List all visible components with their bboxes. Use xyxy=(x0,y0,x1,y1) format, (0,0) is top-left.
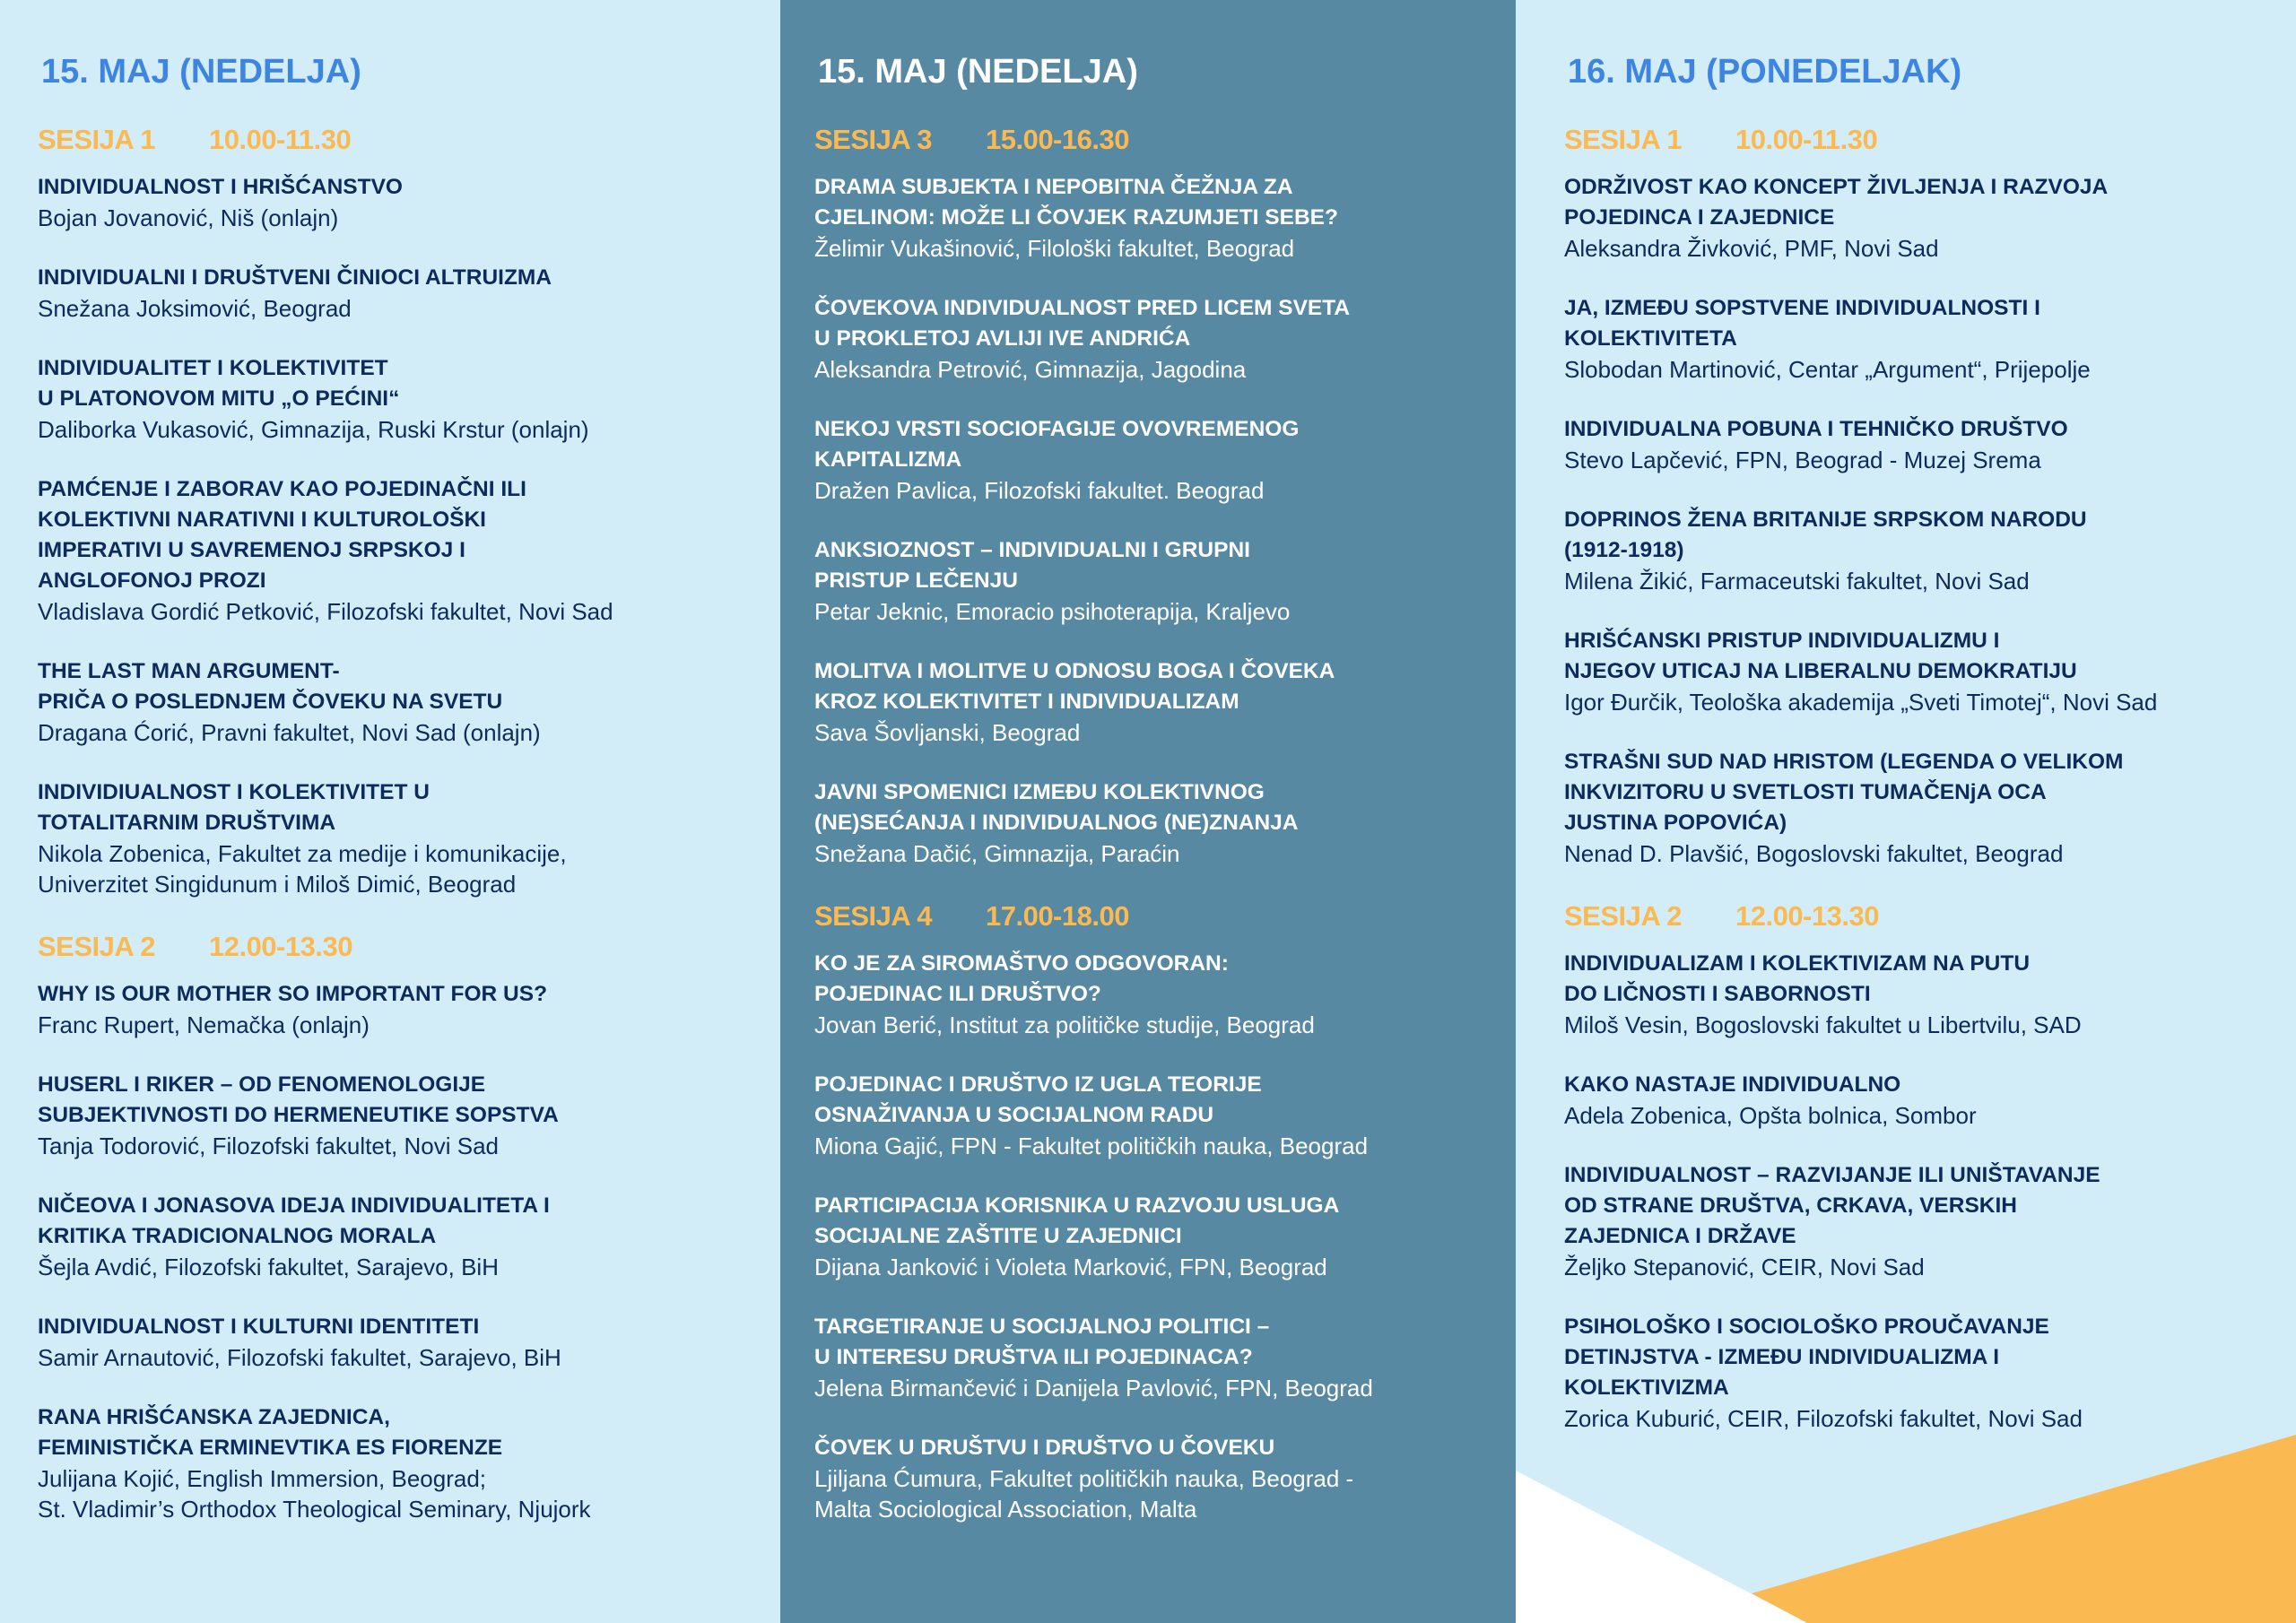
talk-item xyxy=(38,1402,780,1524)
talk-authors: Milena Žikić, Farmaceutski fakultet, Novi Sad xyxy=(1564,568,2030,595)
talk-authors: Univerzitet Singidunum i Miloš Dimić, Beograd xyxy=(38,871,517,898)
talk-item xyxy=(814,1312,1516,1403)
talk-authors: Miloš Vesin, Bogoslovski fakultet u Libertvilu, SAD xyxy=(1564,1011,2082,1038)
column-day1-morning xyxy=(0,0,780,1623)
talk-authors: Petar Jeknic, Emoracio psihoterapija, Kraljevo xyxy=(814,598,1291,625)
talk-title: TARGETIRANJE U SOCIJALNOJ POLITICI – xyxy=(814,1315,1270,1339)
talk-authors: Vladislava Gordić Petković, Filozofski fakultet, Novi Sad xyxy=(38,598,613,625)
talk-authors: Želimir Vukašinović, Filološki fakultet, Beograd xyxy=(814,235,1295,262)
talk-item xyxy=(1564,1070,2296,1131)
talk-title: NEKOJ VRSTI SOCIOFAGIJE OVOVREMENOG xyxy=(814,417,1300,441)
talk-title: KAKO NASTAJE INDIVIDUALNO xyxy=(1564,1072,1901,1097)
talk-title: DRAMA SUBJEKTA I NEPOBITNA ČEŽNJA ZA xyxy=(814,175,1293,199)
talk-item xyxy=(814,414,1516,506)
talk-item xyxy=(814,172,1516,264)
talk-title: PSIHOLOŠKO I SOCIOLOŠKO PROUČAVANJE xyxy=(1564,1315,2049,1339)
talk-title: KOLEKTIVIZMA xyxy=(1564,1376,1729,1400)
talk-item xyxy=(1564,626,2296,717)
session-label: SESIJA 1 xyxy=(1564,124,1682,155)
talk-title: JA, IZMEĐU SOPSTVENE INDIVIDUALNOSTI I xyxy=(1564,296,2040,320)
talk-title: KROZ KOLEKTIVITET I INDIVIDUALIZAM xyxy=(814,690,1239,714)
talk-authors: St. Vladimir’s Orthodox Theological Seminary, Njujork xyxy=(38,1496,591,1523)
session-header xyxy=(1564,122,2296,158)
talk-title: POJEDINAC I DRUŠTVO IZ UGLA TEORIJE xyxy=(814,1072,1262,1097)
talk-item xyxy=(38,1070,780,1161)
talk-authors: Željko Stepanović, CEIR, Novi Sad xyxy=(1564,1254,1925,1280)
talk-title: DOPRINOS ŽENA BRITANIJE SRPSKOM NARODU xyxy=(1564,508,2087,532)
talk-item xyxy=(1564,414,2296,475)
talk-title: NJEGOV UTICAJ NA LIBERALNU DEMOKRATIJU xyxy=(1564,659,2077,683)
column-day2 xyxy=(1516,0,2296,1623)
talk-title: PAMĆENJE I ZABORAV KAO POJEDINAČNI ILI xyxy=(38,477,526,501)
talk-item xyxy=(814,1070,1516,1161)
talk-title: TOTALITARNIM DRUŠTVIMA xyxy=(38,811,336,835)
talk-title: SUBJEKTIVNOSTI DO HERMENEUTIKE SOPSTVA xyxy=(38,1103,559,1127)
talk-title: KRITIKA TRADICIONALNOG MORALA xyxy=(38,1224,437,1248)
talk-authors: Jovan Berić, Institut za političke studije, Beograd xyxy=(814,1011,1315,1038)
talk-authors: Tanja Todorović, Filozofski fakultet, Novi Sad xyxy=(38,1133,499,1159)
session-label: SESIJA 4 xyxy=(814,900,932,932)
talk-title: ANKSIOZNOST – INDIVIDUALNI I GRUPNI xyxy=(814,538,1250,562)
talk-title: POJEDINCA I ZAJEDNICE xyxy=(1564,205,1835,230)
talk-authors: Adela Zobenica, Opšta bolnica, Sombor xyxy=(1564,1102,1977,1129)
talk-title: WHY IS OUR MOTHER SO IMPORTANT FOR US? xyxy=(38,982,548,1006)
session-header xyxy=(814,898,1516,934)
talk-title: FEMINISTIČKA ERMINEVTIKA ES FIORENZE xyxy=(38,1436,503,1460)
talk-item xyxy=(814,535,1516,627)
session-time: 10.00-11.30 xyxy=(1735,124,1878,155)
talk-item xyxy=(1564,747,2296,869)
talk-title: NIČEOVA I JONASOVA IDEJA INDIVIDUALITETA I xyxy=(38,1193,550,1218)
talk-title: U PLATONOVOM MITU „O PEĆINI“ xyxy=(38,386,400,411)
talk-title: KAPITALIZMA xyxy=(814,447,962,472)
talk-title: ZAJEDNICA I DRŽAVE xyxy=(1564,1224,1796,1248)
talk-title: ČOVEKOVA INDIVIDUALNOST PRED LICEM SVETA xyxy=(814,296,1351,320)
session-time: 12.00-13.30 xyxy=(1735,900,1879,932)
talk-authors: Dijana Janković i Violeta Marković, FPN, Beograd xyxy=(814,1254,1327,1280)
talk-authors: Snežana Joksimović, Beograd xyxy=(38,295,352,322)
session-header xyxy=(1564,898,2296,934)
talk-title: INKVIZITORU U SVETLOSTI TUMAČENjA OCA xyxy=(1564,780,2047,804)
talk-title: PRIČA O POSLEDNJEM ČOVEKU NA SVETU xyxy=(38,690,503,714)
talk-title: INDIVIDUALNOST – RAZVIJANJE ILI UNIŠTAVANJE xyxy=(1564,1163,2100,1187)
talk-item xyxy=(814,1433,1516,1524)
session-time: 15.00-16.30 xyxy=(985,124,1129,155)
talk-item xyxy=(814,949,1516,1040)
session-label: SESIJA 1 xyxy=(38,124,155,155)
white-triangle-shape xyxy=(1516,1471,1807,1623)
talk-title: DETINJSTVA - IZMEĐU INDIVIDUALIZMA I xyxy=(1564,1345,1999,1369)
talk-authors: Slobodan Martinović, Centar „Argument“, Prijepolje xyxy=(1564,356,2091,383)
talk-authors: Jelena Birmančević i Danijela Pavlović, FPN, Beograd xyxy=(814,1375,1373,1402)
talk-title: IMPERATIVI U SAVREMENOJ SRPSKOJ I xyxy=(38,538,465,562)
talk-title: U PROKLETOJ AVLIJI IVE ANDRIĆA xyxy=(814,326,1191,351)
talk-title: KOLEKTIVITETA xyxy=(1564,326,1737,351)
talk-title: (1912-1918) xyxy=(1564,538,1684,562)
talk-item xyxy=(1564,293,2296,385)
talk-title: ANGLOFONOJ PROZI xyxy=(38,568,266,593)
talk-title: PARTICIPACIJA KORISNIKA U RAZVOJU USLUGA xyxy=(814,1193,1340,1218)
talk-authors: Franc Rupert, Nemačka (onlajn) xyxy=(38,1011,370,1038)
talk-title: RANA HRIŠĆANSKA ZAJEDNICA, xyxy=(38,1405,390,1429)
talk-title: OSNAŽIVANJA U SOCIJALNOM RADU xyxy=(814,1103,1214,1127)
talk-item xyxy=(814,656,1516,748)
talk-title: STRAŠNI SUD NAD HRISTOM (LEGENDA O VELIKOM xyxy=(1564,750,2124,774)
talk-item xyxy=(38,979,780,1040)
talk-authors: Nenad D. Plavšić, Bogoslovski fakultet, Beograd xyxy=(1564,840,2064,867)
talk-title: INDIVIDUALNI I DRUŠTVENI ČINIOCI ALTRUIZMA xyxy=(38,265,552,290)
talk-title: KOLEKTIVNI NARATIVNI I KULTUROLOŠKI xyxy=(38,508,486,532)
talk-title: DO LIČNOSTI I SABORNOSTI xyxy=(1564,982,1871,1006)
day-heading: 16. MAJ (PONEDELJAK) xyxy=(1568,53,1962,91)
talk-title: INDIVIDIUALNOST I KOLEKTIVITET U xyxy=(38,780,430,804)
talk-item xyxy=(38,474,780,627)
talk-authors: Nikola Zobenica, Fakultet za medije i komunikacije, xyxy=(38,840,567,867)
talk-item xyxy=(38,1312,780,1373)
talk-item xyxy=(1564,505,2296,596)
talk-authors: Miona Gajić, FPN - Fakultet političkih nauka, Beograd xyxy=(814,1133,1369,1159)
talk-title: MOLITVA I MOLITVE U ODNOSU BOGA I ČOVEKA xyxy=(814,659,1335,683)
session-time: 12.00-13.30 xyxy=(208,931,352,962)
talk-item xyxy=(814,777,1516,869)
day-heading: 15. MAJ (NEDELJA) xyxy=(818,53,1138,91)
talk-title: JUSTINA POPOVIĆA) xyxy=(1564,811,1787,835)
talk-title: INDIVIDUALITET I KOLEKTIVITET xyxy=(38,356,388,380)
talk-title: (NE)SEĆANJA I INDIVIDUALNOG (NE)ZNANJA xyxy=(814,811,1299,835)
talk-item xyxy=(814,293,1516,385)
talk-authors: Aleksandra Živković, PMF, Novi Sad xyxy=(1564,235,1939,262)
talk-title: HUSERL I RIKER – OD FENOMENOLOGIJE xyxy=(38,1072,486,1097)
talk-title: U INTERESU DRUŠTVA ILI POJEDINACA? xyxy=(814,1345,1253,1369)
talk-authors: Bojan Jovanović, Niš (onlajn) xyxy=(38,204,339,231)
session-time: 10.00-11.30 xyxy=(208,124,352,155)
talk-authors: Šejla Avdić, Filozofski fakultet, Sarajevo, BiH xyxy=(38,1254,499,1280)
talk-title: POJEDINAC ILI DRUŠTVO? xyxy=(814,982,1101,1006)
talk-authors: Igor Đurčik, Teološka akademija „Sveti Timotej“, Novi Sad xyxy=(1564,689,2158,716)
talk-authors: Malta Sociological Association, Malta xyxy=(814,1496,1197,1523)
talk-title: HRIŠĆANSKI PRISTUP INDIVIDUALIZMU I xyxy=(1564,629,2000,653)
talk-authors: Zorica Kuburić, CEIR, Filozofski fakultet, Novi Sad xyxy=(1564,1405,2083,1432)
session-header xyxy=(38,122,780,158)
talk-item xyxy=(38,353,780,445)
talk-authors: Samir Arnautović, Filozofski fakultet, Sarajevo, BiH xyxy=(38,1344,561,1371)
talk-title: ODRŽIVOST KAO KONCEPT ŽIVLJENJA I RAZVOJA xyxy=(1564,175,2109,199)
talk-authors: Snežana Dačić, Gimnazija, Paraćin xyxy=(814,840,1180,867)
talk-title: PRISTUP LEČENJU xyxy=(814,568,1018,593)
column-day1-afternoon xyxy=(780,0,1516,1623)
talk-authors: Dražen Pavlica, Filozofski fakultet. Beograd xyxy=(814,477,1265,504)
session-header xyxy=(814,122,1516,158)
talk-item xyxy=(38,172,780,233)
talk-title: INDIVIDUALNA POBUNA I TEHNIČKO DRUŠTVO xyxy=(1564,417,2068,441)
session-header xyxy=(38,929,780,965)
session-label: SESIJA 2 xyxy=(1564,900,1682,932)
talk-item xyxy=(38,1191,780,1282)
talk-item xyxy=(38,777,780,899)
talk-title: OD STRANE DRUŠTVA, CRKAVA, VERSKIH xyxy=(1564,1193,2018,1218)
talk-item xyxy=(814,1191,1516,1282)
orange-triangle-shape xyxy=(1752,1435,2296,1623)
talk-authors: Ljiljana Ćumura, Fakultet političkih nauka, Beograd - xyxy=(814,1465,1354,1492)
talk-authors: Sava Šovljanski, Beograd xyxy=(814,719,1081,746)
talk-item xyxy=(1564,1312,2296,1434)
talk-authors: Stevo Lapčević, FPN, Beograd - Muzej Srema xyxy=(1564,447,2041,473)
talk-title: SOCIJALNE ZAŠTITE U ZAJEDNICI xyxy=(814,1224,1182,1248)
talk-title: KO JE ZA SIROMAŠTVO ODGOVORAN: xyxy=(814,951,1229,976)
talk-item xyxy=(38,656,780,748)
talk-item xyxy=(1564,1160,2296,1282)
talk-title: THE LAST MAN ARGUMENT- xyxy=(38,659,340,683)
talk-title: CJELINOM: MOŽE LI ČOVJEK RAZUMJETI SEBE? xyxy=(814,205,1338,230)
day-heading: 15. MAJ (NEDELJA) xyxy=(41,53,361,91)
session-label: SESIJA 2 xyxy=(38,931,155,962)
talk-authors: Dragana Ćorić, Pravni fakultet, Novi Sad (onlajn) xyxy=(38,719,541,746)
talk-title: INDIVIDUALIZAM I KOLEKTIVIZAM NA PUTU xyxy=(1564,951,2031,976)
talk-item xyxy=(38,263,780,324)
session-time: 17.00-18.00 xyxy=(985,900,1129,932)
talk-authors: Daliborka Vukasović, Gimnazija, Ruski Krstur (onlajn) xyxy=(38,416,589,443)
talk-title: ČOVEK U DRUŠTVU I DRUŠTVO U ČOVEKU xyxy=(814,1436,1275,1460)
talk-item xyxy=(1564,172,2296,264)
talk-authors: Aleksandra Petrović, Gimnazija, Jagodina xyxy=(814,356,1247,383)
talk-item xyxy=(1564,949,2296,1040)
talk-title: INDIVIDUALNOST I KULTURNI IDENTITETI xyxy=(38,1315,480,1339)
talk-authors: Julijana Kojić, English Immersion, Beograd; xyxy=(38,1465,487,1492)
session-label: SESIJA 3 xyxy=(814,124,932,155)
talk-title: JAVNI SPOMENICI IZMEĐU KOLEKTIVNOG xyxy=(814,780,1265,804)
talk-title: INDIVIDUALNOST I HRIŠĆANSTVO xyxy=(38,175,403,199)
